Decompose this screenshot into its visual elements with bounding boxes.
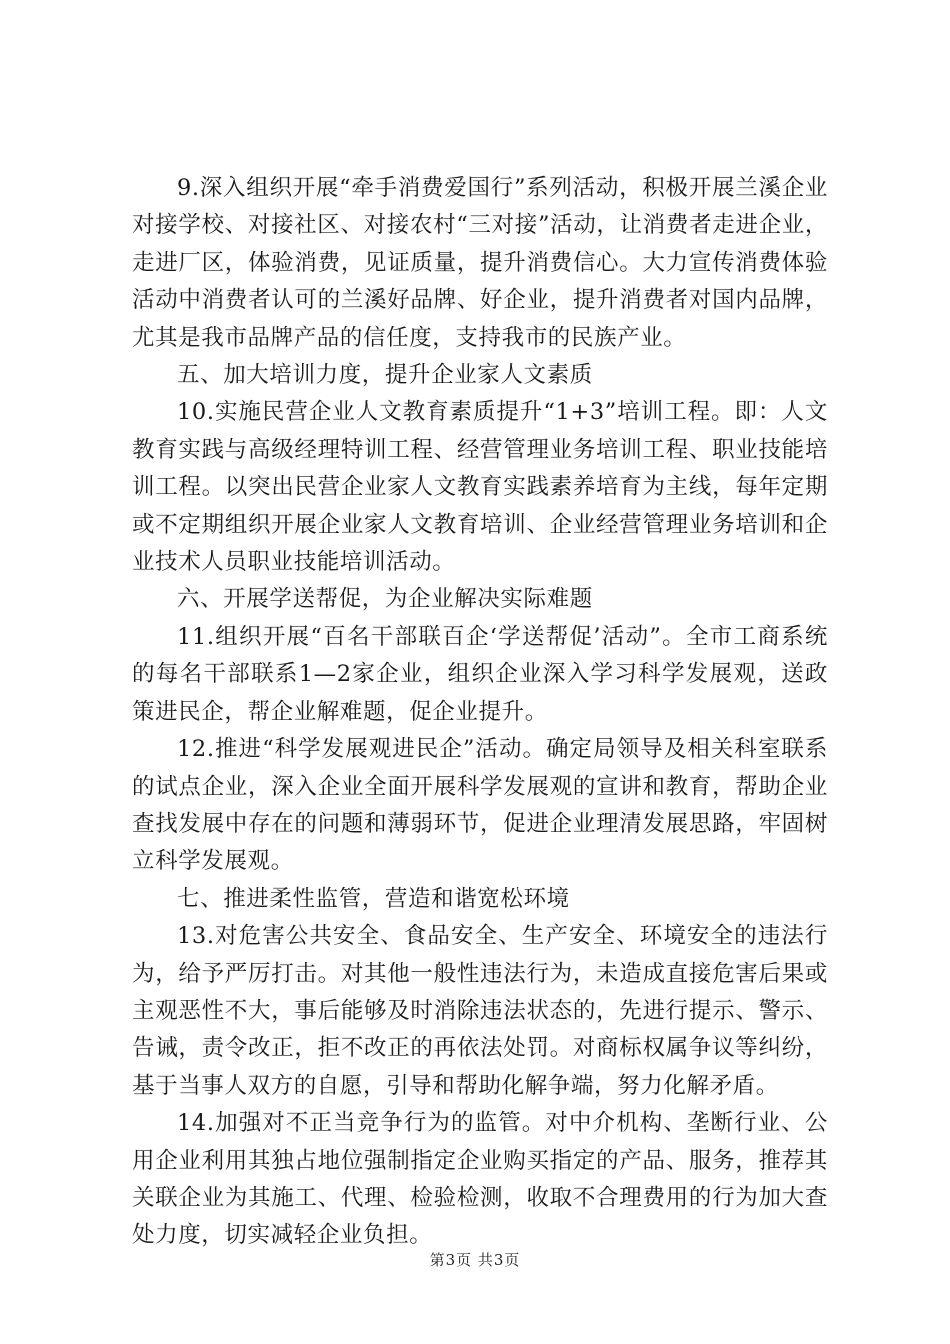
- document-body: [132, 170, 828, 1255]
- section-heading-6: 六、开展学送帮促，为企业解决实际难题: [177, 586, 593, 613]
- paragraph-item-13: 13.对危害公共安全、食品安全、生产安全、环境安全的违法行为，给予严厉打击。对其他一般性违法行为，未造成直接危害后果或主观恶性不大，事后能够及时消除违法状态的，先进行提示、警示、告诫，责令改正，拒不改正的再依法处罚。对商标权属争议等纠纷，基于当事人双方的自愿，引导和帮助化解争端，努力化解矛盾。: [132, 923, 828, 1099]
- paragraph-item-11: 11.组织开展“百名干部联百企‘学送帮促’活动”。全市工商系统的每名干部联系1—2家企业，组织企业深入学习科学发展观，送政策进民企，帮企业解难题，促企业提升。: [132, 623, 828, 725]
- section-heading-5: 五、加大培训力度，提升企业家人文素质: [177, 362, 593, 389]
- section-heading-7: 七、推进柔性监管，营造和谐宽松环境: [177, 885, 570, 912]
- paragraph-item-9: 9.深入组织开展“牵手消费爱国行”系列活动，积极开展兰溪企业对接学校、对接社区、对接农村“三对接”活动，让消费者走进企业，走进厂区，体验消费，见证质量，提升消费信心。大力宣传消费体验活动中消费者认可的兰溪好品牌、好企业，提升消费者对国内品牌，尤其是我市品牌产品的信任度，支持我市的民族产业。: [132, 175, 828, 351]
- page-number-footer: 第3页 共3页: [429, 1251, 521, 1269]
- paragraph-item-12: 12.推进“科学发展观进民企”活动。确定局领导及相关科室联系的试点企业，深入企业全面开展科学发展观的宣讲和教育，帮助企业查找发展中存在的问题和薄弱环节，促进企业理清发展思路，牢固树立科学发展观。: [132, 736, 828, 875]
- paragraph-item-14: 14.加强对不正当竞争行为的监管。对中介机构、垄断行业、公用企业利用其独占地位强制指定企业购买指定的产品、服务，推荐其关联企业为其施工、代理、检验检测，收取不合理费用的行为加大查处力度，切实减轻企业负担。: [132, 1110, 828, 1249]
- paragraph-item-10: 10.实施民营企业人文教育素质提升“1+3”培训工程。即：人文教育实践与高级经理特训工程、经营管理业务培训工程、职业技能培训工程。以突出民营企业家人文教育实践素养培育为主线，每年定期或不定期组织开展企业家人文教育培训、企业经营管理业务培训和企业技术人员职业技能培训活动。: [132, 399, 828, 576]
